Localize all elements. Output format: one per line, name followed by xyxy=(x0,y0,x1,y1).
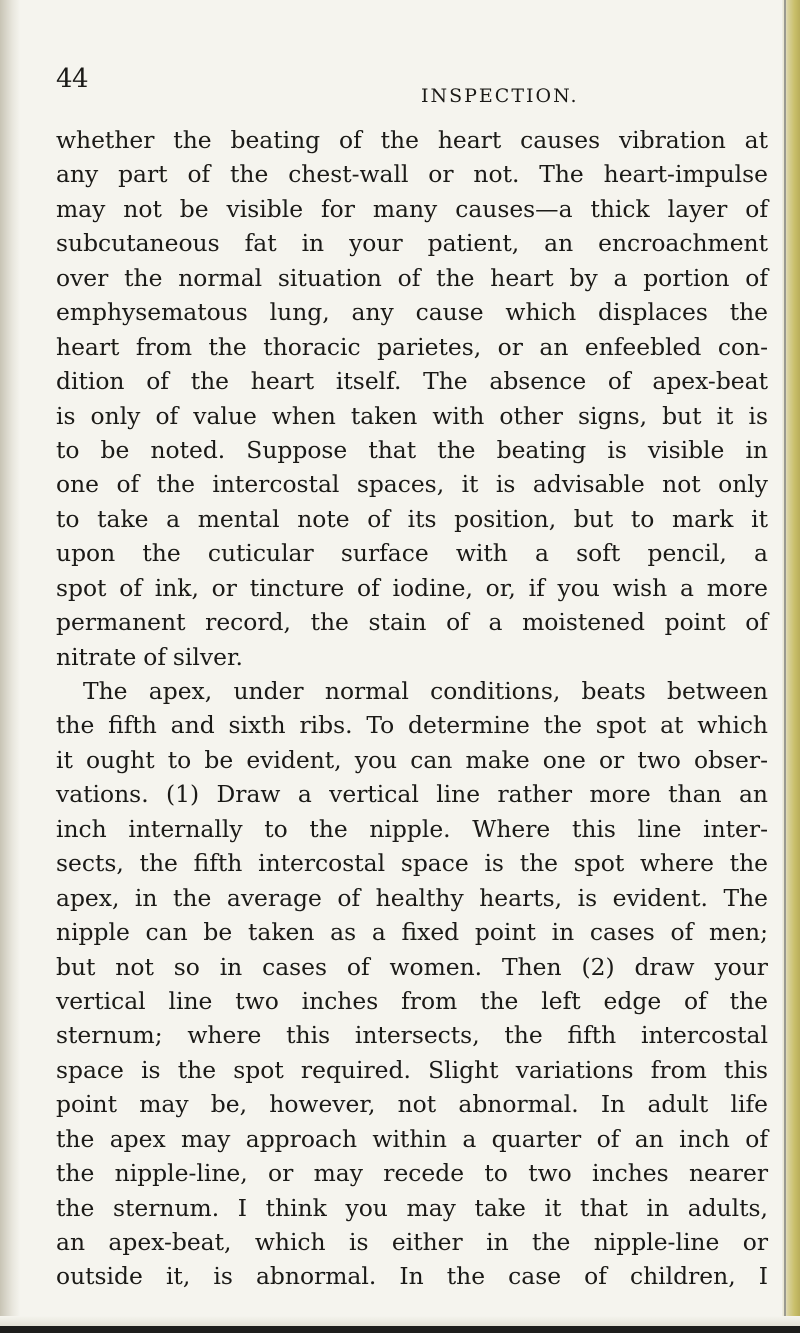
text-line: one of the intercostal spaces, it is advisable not only xyxy=(56,470,768,499)
body-text xyxy=(56,123,768,1294)
text-line: sternum; where this intersects, the fifth intercostal xyxy=(56,1021,768,1050)
text-line: to take a mental note of its position, but to mark it xyxy=(56,504,768,533)
text-line: it ought to be evident, you can make one or two obser- xyxy=(56,745,768,774)
text-line: apex, in the average of healthy hearts, is evident. The xyxy=(56,883,768,912)
text-line: permanent record, the stain of a moistened point of xyxy=(56,608,768,637)
page-number: 44 xyxy=(56,64,89,94)
text-line: the nipple-line, or may recede to two inches nearer xyxy=(56,1159,768,1188)
text-line: the apex may approach within a quarter of an inch of xyxy=(56,1124,768,1153)
page-edge-line xyxy=(784,0,786,1333)
text-line: vations. (1) Draw a vertical line rather more than an xyxy=(56,780,768,809)
text-line: subcutaneous fat in your patient, an encroachment xyxy=(56,229,768,258)
text-line: space is the spot required. Slight variations from this xyxy=(56,1055,768,1084)
bottom-shading xyxy=(0,1316,800,1326)
text-line: but not so in cases of women. Then (2) draw your xyxy=(56,952,768,981)
text-line: nitrate of silver. xyxy=(56,642,243,671)
text-line: upon the cuticular surface with a soft pencil, a xyxy=(56,539,768,568)
text-line: The apex, under normal conditions, beats between xyxy=(83,677,768,705)
text-line: inch internally to the nipple. Where this line inter- xyxy=(56,814,768,843)
text-line: outside it, is abnormal. In the case of children, I xyxy=(56,1262,768,1291)
text-line: nipple can be taken as a fixed point in cases of men; xyxy=(56,918,768,947)
text-line: emphysematous lung, any cause which displaces the xyxy=(56,298,768,327)
text-line: the sternum. I think you may take it that in adults, xyxy=(56,1193,768,1222)
binding-shadow xyxy=(0,0,20,1333)
text-line: vertical line two inches from the left edge of the xyxy=(56,986,768,1015)
text-line: over the normal situation of the heart by a portion of xyxy=(56,263,768,292)
text-line: any part of the chest-wall or not. The heart-impulse xyxy=(56,160,768,189)
text-line: whether the beating of the heart causes vibration at xyxy=(56,126,768,154)
text-line: may not be visible for many causes—a thick layer of xyxy=(56,194,768,223)
text-line: spot of ink, or tincture of iodine, or, if you wish a more xyxy=(56,573,768,602)
text-line: heart from the thoracic parietes, or an enfeebled con- xyxy=(56,332,768,361)
text-line: is only of value when taken with other signs, but it is xyxy=(56,401,768,430)
text-line: to be noted. Suppose that the beating is visible in xyxy=(56,435,768,464)
text-line: sects, the fifth intercostal space is the spot where the xyxy=(56,849,768,878)
text-line: dition of the heart itself. The absence of apex-beat xyxy=(56,367,768,396)
text-line: the fifth and sixth ribs. To determine the spot at which xyxy=(56,711,768,740)
bottom-rule xyxy=(0,1326,800,1333)
text-line: point may be, however, not abnormal. In adult life xyxy=(56,1090,768,1119)
text-line: an apex-beat, which is either in the nipple-line or xyxy=(56,1228,768,1256)
running-head: INSPECTION. xyxy=(421,85,579,107)
